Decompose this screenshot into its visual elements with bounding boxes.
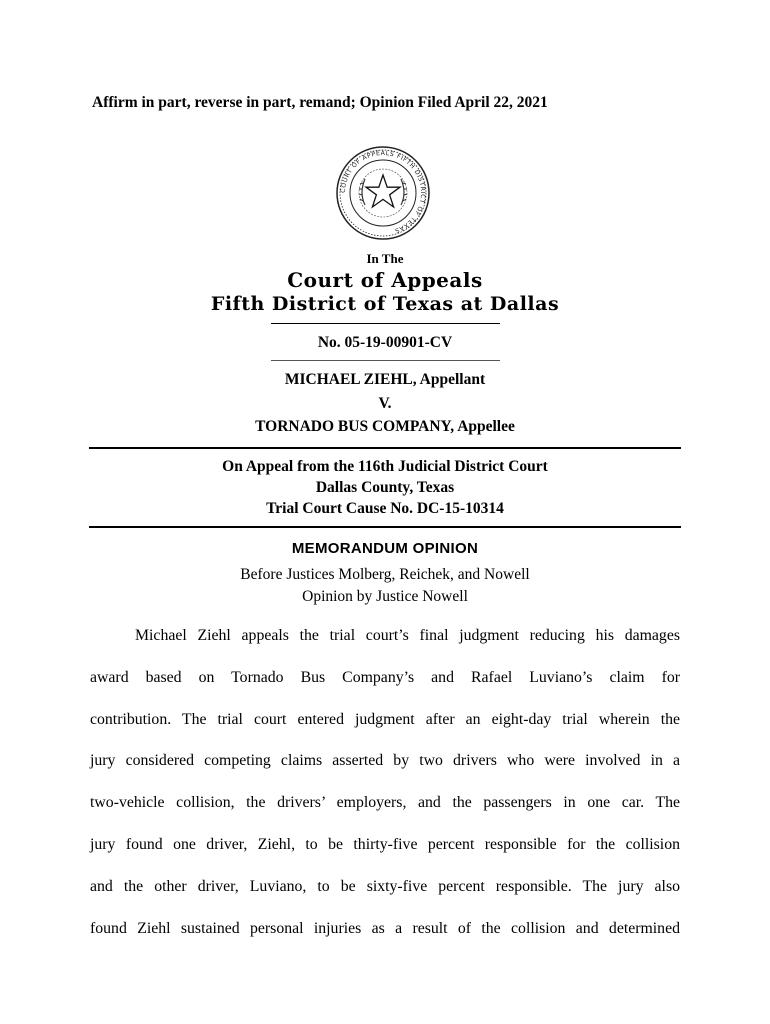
body-line: jury found one driver, Ziehl, to be thirty-five percent responsible for the collision [90,835,680,853]
disposition-line: Affirm in part, reverse in part, remand; Opinion Filed April 22, 2021 [92,94,548,111]
in-the-label: In The [366,251,404,266]
body-line: jury considered competing claims asserted by two drivers who were involved in a [90,752,680,770]
body-line: award based on Tornado Bus Company’s and Rafael Luviano’s claim for [90,668,680,686]
trial-cause-number: Trial Court Cause No. DC-15-10314 [266,500,504,517]
svg-text:COURT OF APPEALS FIFTH DISTRIC: COURT OF APPEALS FIFTH DISTRICT OF TEXAS [339,149,427,235]
body-line: two-vehicle collision, the drivers’ employers, and the passengers in one car. The [90,794,680,812]
appellant: MICHAEL ZIEHL, Appellant [284,371,486,388]
divider [89,526,681,528]
opinion-body [90,615,680,949]
panel-justices: Before Justices Molberg, Reichek, and Nowell [240,566,530,583]
body-line: Michael Ziehl appeals the trial court’s final judgment reducing his damages [135,627,680,644]
opinion-author: Opinion by Justice Nowell [302,588,468,605]
court-district: Fifth District of Texas at Dallas [210,293,560,315]
appellee: TORNADO BUS COMPANY, Appellee [255,418,515,435]
divider [89,447,681,449]
case-number: No. 05-19-00901-CV [317,334,453,351]
court-name: Court of Appeals [287,268,483,292]
opinion-title: MEMORANDUM OPINION [291,540,479,557]
court-seal-icon [335,145,431,241]
divider [271,360,500,361]
divider [271,323,500,324]
body-line: found Ziehl sustained personal injuries as a result of the collision and determined [90,919,680,937]
body-line: contribution. The trial court entered judgment after an eight-day trial wherein the [90,710,680,728]
versus-label: V. [378,395,392,412]
appeal-county-line: Dallas County, Texas [315,479,455,496]
body-line: and the other driver, Luviano, to be sixty-five percent responsible. The jury also [90,877,680,895]
appeal-court-line: On Appeal from the 116th Judicial District Court [222,458,548,475]
